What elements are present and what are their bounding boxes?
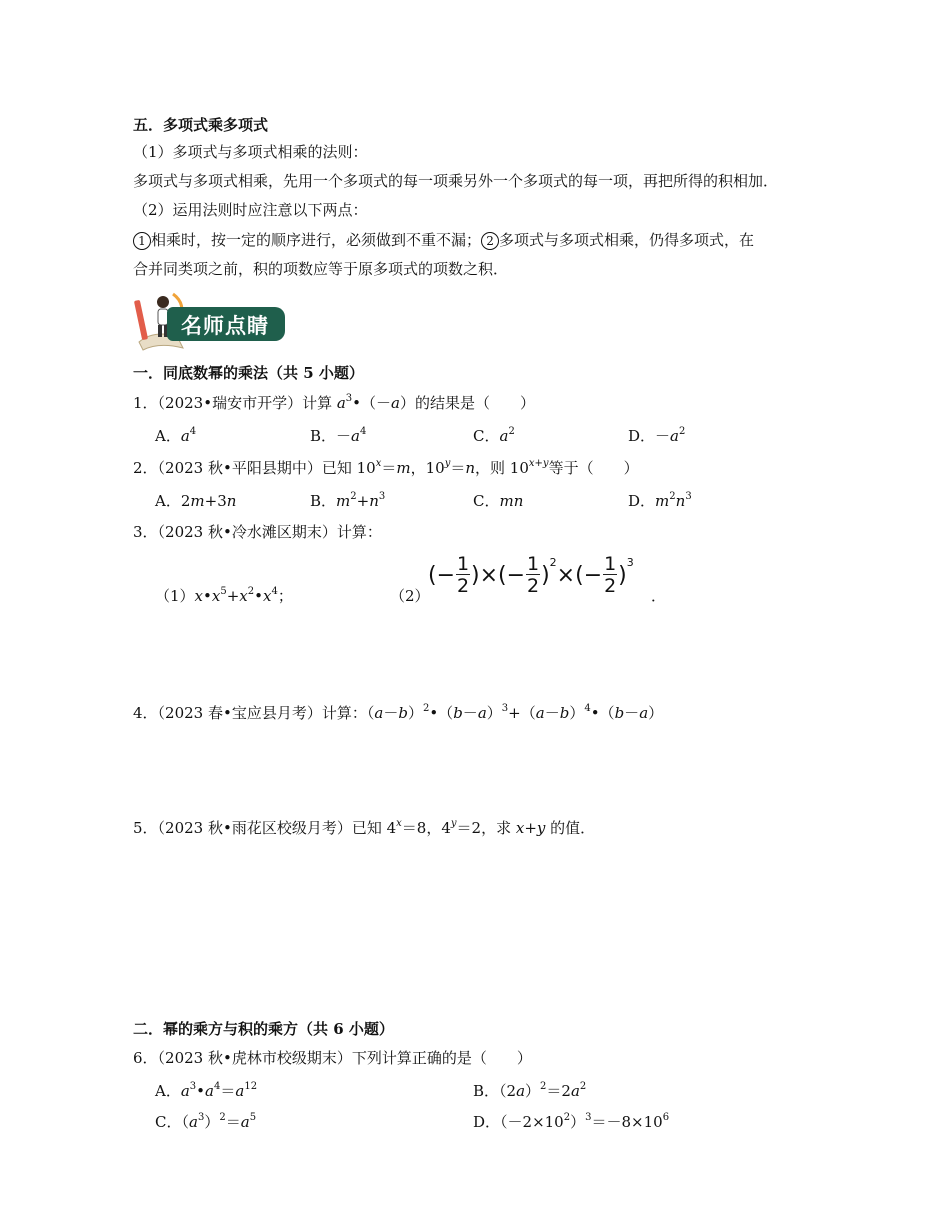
option-c: C．$(a^3)^2=a^5$	[155, 1112, 257, 1131]
option-b: B．$m^2+n^3$	[310, 491, 386, 510]
question-6	[133, 1049, 532, 1067]
question-text: （2023 秋•虎林市校级期末）下列计算正确的是（ ）	[157, 1049, 532, 1067]
q3-part-1: $(1)x•x^5+x^2•x^4$；	[155, 586, 293, 605]
question-number: 6．	[133, 1049, 158, 1067]
question-text: （2023 秋•雨花区校级月考）已知 4	[157, 819, 397, 837]
question-3	[133, 523, 382, 541]
section-heading: 五．多项式乘多项式	[133, 116, 269, 134]
part-heading: 一．同底数幂的乘法（共 5 小题）	[133, 364, 364, 382]
question-1: 1．（2023•瑞安市开学）计算 $a^3•(-a)$的结果是（ ）	[133, 393, 536, 412]
question-text: （2023 秋•冷水滩区期末）计算：	[157, 523, 382, 541]
option-c: C．$a^2$	[473, 426, 515, 445]
option-a: A．$a^3•a^4=a^{12}$	[155, 1081, 258, 1100]
teacher-tips-banner	[133, 290, 285, 352]
question-number: 5．	[133, 819, 158, 837]
option-a: A．2m+3n	[155, 492, 237, 510]
part-heading: 二．幂的乘方与积的乘方（共 6 小题）	[133, 1020, 394, 1038]
option-a: A．$a^4$	[155, 426, 197, 445]
note-line-2: 合并同类项之前，积的项数应等于原多项式的项数之积．	[133, 260, 509, 278]
question-number: 2．	[133, 459, 158, 477]
circled-number: 1	[133, 232, 151, 250]
option-d: D．$-a^2$	[628, 426, 686, 445]
question-text: （2023•瑞安市开学）计算	[157, 394, 337, 412]
note-line-1	[133, 231, 754, 250]
question-tail: 等于（ ）	[548, 459, 639, 477]
note2-text: 多项式与多项式相乘，仍得多项式，在	[499, 231, 755, 249]
question-number: 3．	[133, 523, 158, 541]
period: ．	[651, 587, 667, 605]
question-number: 4．	[133, 704, 158, 722]
question-text: （2023 春•宝应县月考）计算：	[157, 704, 367, 722]
question-5: 5．（2023 秋•雨花区校级月考）已知 $4^x=8$，$4^y=2$，求 x+y 的值．	[133, 818, 596, 837]
banner-label: 名师点睛	[181, 314, 269, 338]
question-2: 2．（2023 秋•平阳县期中）已知 $10^x=m$，$10^y=n$，则 $10^{x+y}$等于（ ）	[133, 458, 639, 477]
option-c: C．mn	[473, 492, 524, 510]
option-b: B．$(2a)^2=2a^2$	[473, 1081, 587, 1100]
note1-text: 相乘时，按一定的顺序进行，必须做到不重不漏；	[151, 231, 482, 249]
question-tail: 的值．	[550, 819, 596, 837]
fraction-expression: (− $\frac{1}{2}$ )×(− $\frac{1}{2}$ )2×(− $\frac{1}{2}$ )3	[428, 553, 634, 597]
question-text: （2023 秋•平阳县期中）已知 10	[157, 459, 376, 477]
option-b: B．$-a^4$	[310, 426, 367, 445]
question-tail: 的结果是（ ）	[415, 394, 536, 412]
option-d: D．$(-2\times 10^2)^3=-8\times 10^6$	[473, 1112, 670, 1131]
question-number: 1．	[133, 394, 158, 412]
question-4: 4．（2023 春•宝应县月考）计算：$(a-b)^2•(b-a)^3+(a-b)^4•(b-a)$	[133, 703, 664, 722]
circled-number: 2	[481, 232, 499, 250]
rule-text: 多项式与多项式相乘，先用一个多项式的每一项乘另外一个多项式的每一项，再把所得的积相加．	[133, 172, 779, 190]
q3-part-2-label: （2）	[390, 587, 430, 605]
notes-title: （2）运用法则时应注意以下两点：	[133, 201, 368, 219]
option-d: D．$m^2n^3$	[628, 491, 692, 510]
rule-title: （1）多项式与多项式相乘的法则：	[133, 143, 368, 161]
